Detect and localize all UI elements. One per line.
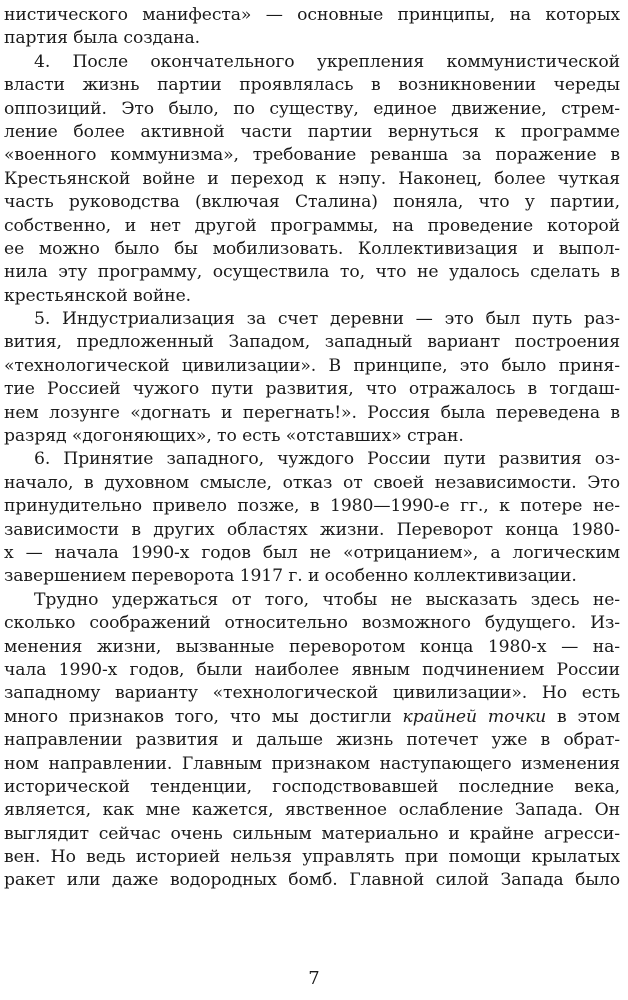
text-line: оппозиций. Это было, по существу, единое движение, стрем- xyxy=(4,98,620,119)
text-line: западному варианту «технологической цивилизации». Но есть xyxy=(4,683,620,704)
text-line: зависимости в других областях жизни. Переворот конца 1980- xyxy=(4,519,620,540)
paragraph-7-first-line: Трудно удержаться от того, чтобы не высказать здесь не- xyxy=(34,589,620,610)
text-segment: много признаков того, что мы достигли xyxy=(4,706,403,727)
text-line: нистического манифеста» — основные принципы, на которых xyxy=(4,5,620,25)
text-line: «военного коммунизма», требование реванша за поражение в xyxy=(4,145,620,166)
text-line: начало, в духовном смысле, отказ от своей независимости. Это xyxy=(4,472,620,493)
text-line-with-emphasis xyxy=(4,706,620,729)
text-line: ление более активной части партии вернуться к программе xyxy=(4,121,620,142)
paragraph-5-first-line: 5. Индустриализация за счет деревни — это был путь раз- xyxy=(34,309,620,330)
text-line: вен. Но ведь историей нельзя управлять при помощи крылатых xyxy=(4,847,620,868)
text-line: выглядит сейчас очень сильным материально и крайне агресси- xyxy=(4,823,620,844)
text-line: ее можно было бы мобилизовать. Коллективизация и выпол- xyxy=(4,238,620,259)
body-text xyxy=(4,4,620,893)
text-line: власти жизнь партии проявлялась в возникновении череды xyxy=(4,75,620,96)
text-line: крестьянской войне. xyxy=(4,285,192,306)
text-line: разряд «догоняющих», то есть «отставших» стран. xyxy=(4,426,464,447)
text-line: сколько соображений относительно возможного будущего. Из- xyxy=(4,613,620,634)
paragraph-4-first-line: 4. После окончательного укрепления коммунистической xyxy=(34,51,620,72)
emphasized-text: крайней точки xyxy=(402,706,547,727)
text-line: часть руководства (включая Сталина) поняла, что у партии, xyxy=(4,192,620,213)
page-number: 7 xyxy=(308,968,320,989)
text-segment: в этом xyxy=(546,706,620,727)
text-line: завершением переворота 1917 г. и особенно коллективизации. xyxy=(4,566,577,587)
text-line: нем лозунге «догнать и перегнать!». Россия была переведена в xyxy=(4,402,620,423)
text-line: собственно, и нет другой программы, на проведение которой xyxy=(4,215,620,236)
text-line: «технологической цивилизации». В принципе, это было приня- xyxy=(4,355,620,376)
text-line: партия была создана. xyxy=(4,28,200,49)
paragraph-6-first-line: 6. Принятие западного, чуждого России пути развития оз- xyxy=(34,449,620,470)
text-line: исторической тенденции, господствовавшей последние века, xyxy=(4,776,620,797)
text-line: нила эту программу, осуществила то, что не удалось сделать в xyxy=(4,262,620,283)
text-line: Крестьянской войне и переход к нэпу. Наконец, более чуткая xyxy=(4,168,620,189)
text-line: ном направлении. Главным признаком наступающего изменения xyxy=(4,753,620,774)
text-line: вития, предложенный Западом, западный вариант построения xyxy=(4,332,620,353)
text-line: принудительно привело позже, в 1980—1990-е гг., к потере не- xyxy=(4,496,620,517)
text-line: тие Россией чужого пути развития, что отражалось в тогдаш- xyxy=(4,379,620,400)
text-line: ракет или даже водородных бомб. Главной силой Запада было xyxy=(4,870,620,891)
text-line: менения жизни, вызванные переворотом конца 1980-х — на- xyxy=(4,636,620,657)
text-line: является, как мне кажется, явственное ослабление Запада. Он xyxy=(4,800,620,821)
text-line: направлении развития и дальше жизнь потечет уже в обрат- xyxy=(4,730,620,751)
text-line: чала 1990-х годов, были наиболее явным подчинением России xyxy=(4,659,620,680)
text-line: х — начала 1990-х годов был не «отрицанием», а логическим xyxy=(4,542,620,563)
